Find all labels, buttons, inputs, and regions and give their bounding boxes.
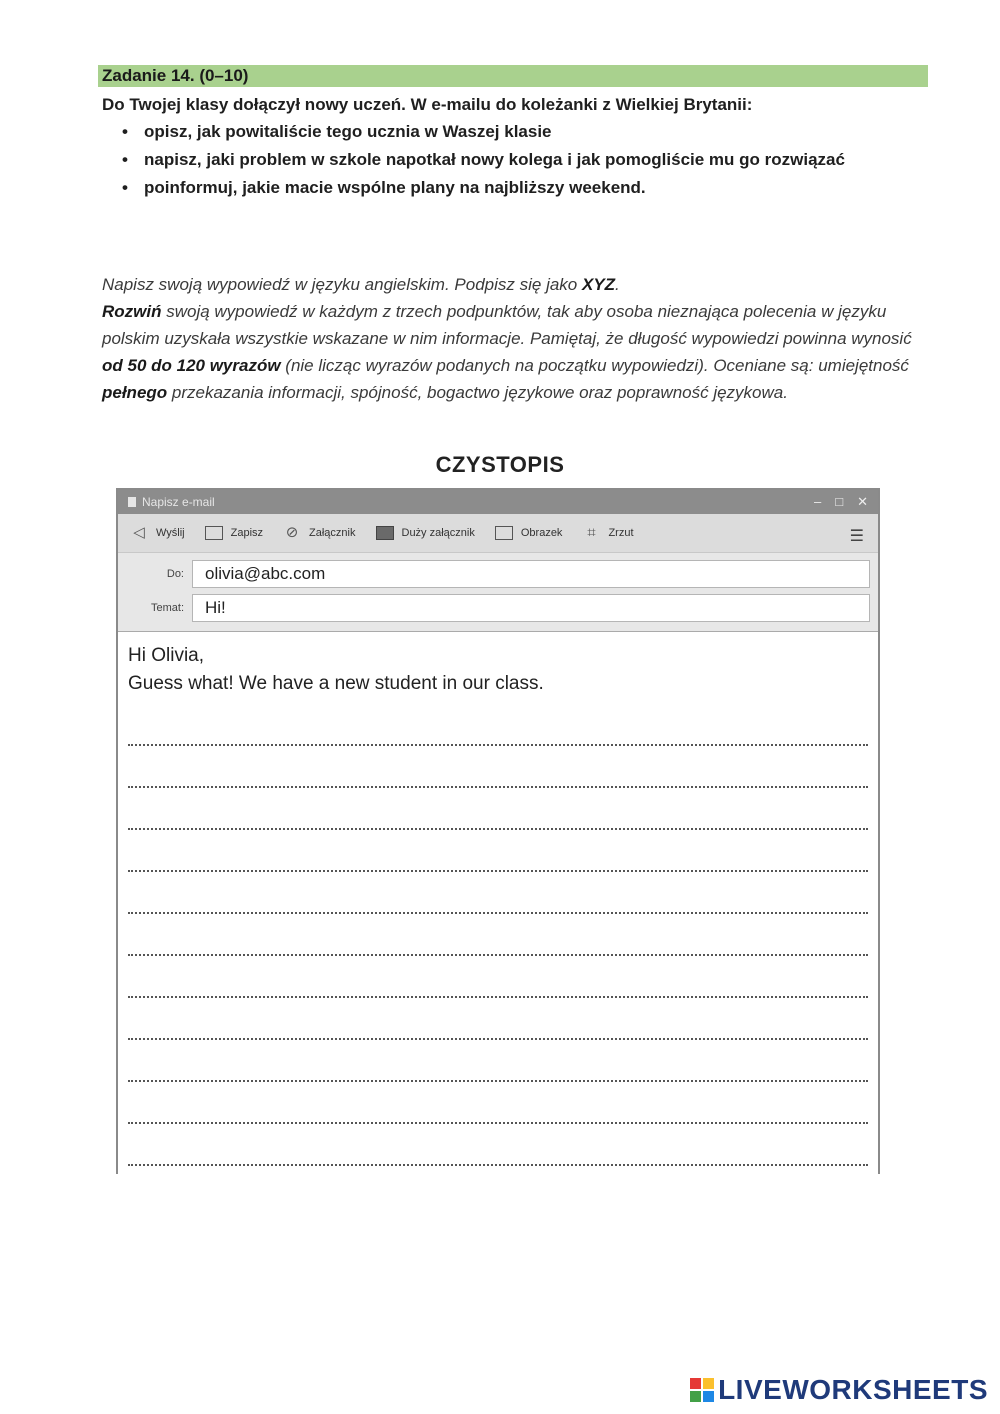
answer-line[interactable] bbox=[128, 1090, 868, 1132]
answer-line[interactable] bbox=[128, 1132, 868, 1174]
answer-line[interactable] bbox=[128, 1006, 868, 1048]
maximize-icon[interactable]: □ bbox=[835, 494, 844, 509]
send-button[interactable]: ◁ Wyślij bbox=[130, 526, 185, 540]
large-attachment-icon bbox=[376, 526, 394, 540]
logo-square bbox=[690, 1391, 701, 1402]
instructions-paragraph: Rozwiń swoją wypowiedź w każdym z trzech podpunktów, tak aby osoba nieznająca polecenia w języku polskim uzyskała wszystkie wskazane w nim informacje. Pamiętaj, że długość wypowiedzi powinna wynosić od 50 do 120 wyrazów (nie licząc wyrazów podanych na początku wypowiedzi). Oceniane są: umiejętność pełnego przekazania informacji, spójność, bogactwo językowe oraz poprawność językowa. bbox=[102, 302, 912, 402]
bullet-item: • napisz, jaki problem w szkole napotkał nowy kolega i jak pomogliście mu go rozwiązać bbox=[120, 147, 910, 172]
logo-square bbox=[703, 1378, 714, 1389]
instructions-line1: Napisz swoją wypowiedź w języku angielskim. Podpisz się jako XYZ. bbox=[102, 275, 620, 294]
answer-line[interactable] bbox=[128, 880, 868, 922]
window-title: Napisz e-mail bbox=[142, 495, 215, 509]
task-header: Zadanie 14. (0–10) bbox=[98, 65, 928, 87]
email-body[interactable] bbox=[118, 632, 878, 1174]
liveworksheets-logo bbox=[690, 1374, 988, 1406]
attachment-button[interactable]: ⊘ Załącznik bbox=[283, 526, 355, 540]
answer-line[interactable] bbox=[128, 922, 868, 964]
answer-line[interactable] bbox=[128, 796, 868, 838]
intro-line: Guess what! We have a new student in our class. bbox=[128, 673, 544, 694]
document-icon bbox=[128, 497, 136, 507]
window-titlebar bbox=[118, 490, 878, 514]
close-icon[interactable]: ✕ bbox=[857, 494, 868, 509]
logo-square bbox=[703, 1391, 714, 1402]
section-title: CZYSTOPIS bbox=[435, 452, 565, 477]
screenshot-button[interactable]: ⌗ Zrzut bbox=[582, 526, 633, 540]
email-toolbar bbox=[118, 514, 878, 553]
answer-line[interactable] bbox=[128, 1048, 868, 1090]
bullet-item: • opisz, jak powitaliście tego ucznia w Waszej klasie bbox=[120, 119, 910, 144]
image-icon bbox=[495, 526, 513, 540]
subject-field[interactable]: Hi! bbox=[192, 594, 870, 622]
menu-icon[interactable]: ☰ bbox=[849, 528, 864, 545]
email-compose-window bbox=[116, 488, 880, 1174]
save-icon bbox=[205, 526, 223, 540]
paperclip-icon: ⊘ bbox=[285, 524, 299, 541]
logo-square bbox=[690, 1378, 701, 1389]
answer-lines bbox=[128, 712, 868, 1174]
answer-line[interactable] bbox=[128, 754, 868, 796]
send-icon: ◁ bbox=[133, 524, 145, 541]
answer-line[interactable] bbox=[128, 964, 868, 1006]
subject-label: Temat: bbox=[150, 602, 184, 614]
window-controls bbox=[800, 490, 868, 514]
crop-icon: ⌗ bbox=[587, 524, 596, 541]
instructions bbox=[102, 271, 932, 406]
to-label: Do: bbox=[166, 568, 184, 580]
to-row bbox=[126, 559, 870, 589]
large-attachment-button[interactable]: Duży załącznik bbox=[376, 526, 475, 540]
to-field[interactable]: olivia@abc.com bbox=[192, 560, 870, 588]
answer-line[interactable] bbox=[128, 712, 868, 754]
greeting-line: Hi Olivia, bbox=[128, 645, 205, 666]
task-bullets bbox=[120, 119, 910, 203]
liveworksheets-icon bbox=[690, 1378, 714, 1402]
save-button[interactable]: Zapisz bbox=[205, 526, 263, 540]
answer-line[interactable] bbox=[128, 838, 868, 880]
subject-row bbox=[126, 593, 870, 623]
minimize-icon[interactable]: ‒ bbox=[814, 494, 822, 509]
email-fields bbox=[118, 553, 878, 632]
image-button[interactable]: Obrazek bbox=[495, 526, 563, 540]
logo-text: LIVEWORKSHEETS bbox=[718, 1374, 988, 1405]
bullet-item: • poinformuj, jakie macie wspólne plany na najbliższy weekend. bbox=[120, 175, 910, 200]
task-intro: Do Twojej klasy dołączył nowy uczeń. W e-mailu do koleżanki z Wielkiej Brytanii: bbox=[102, 95, 753, 114]
